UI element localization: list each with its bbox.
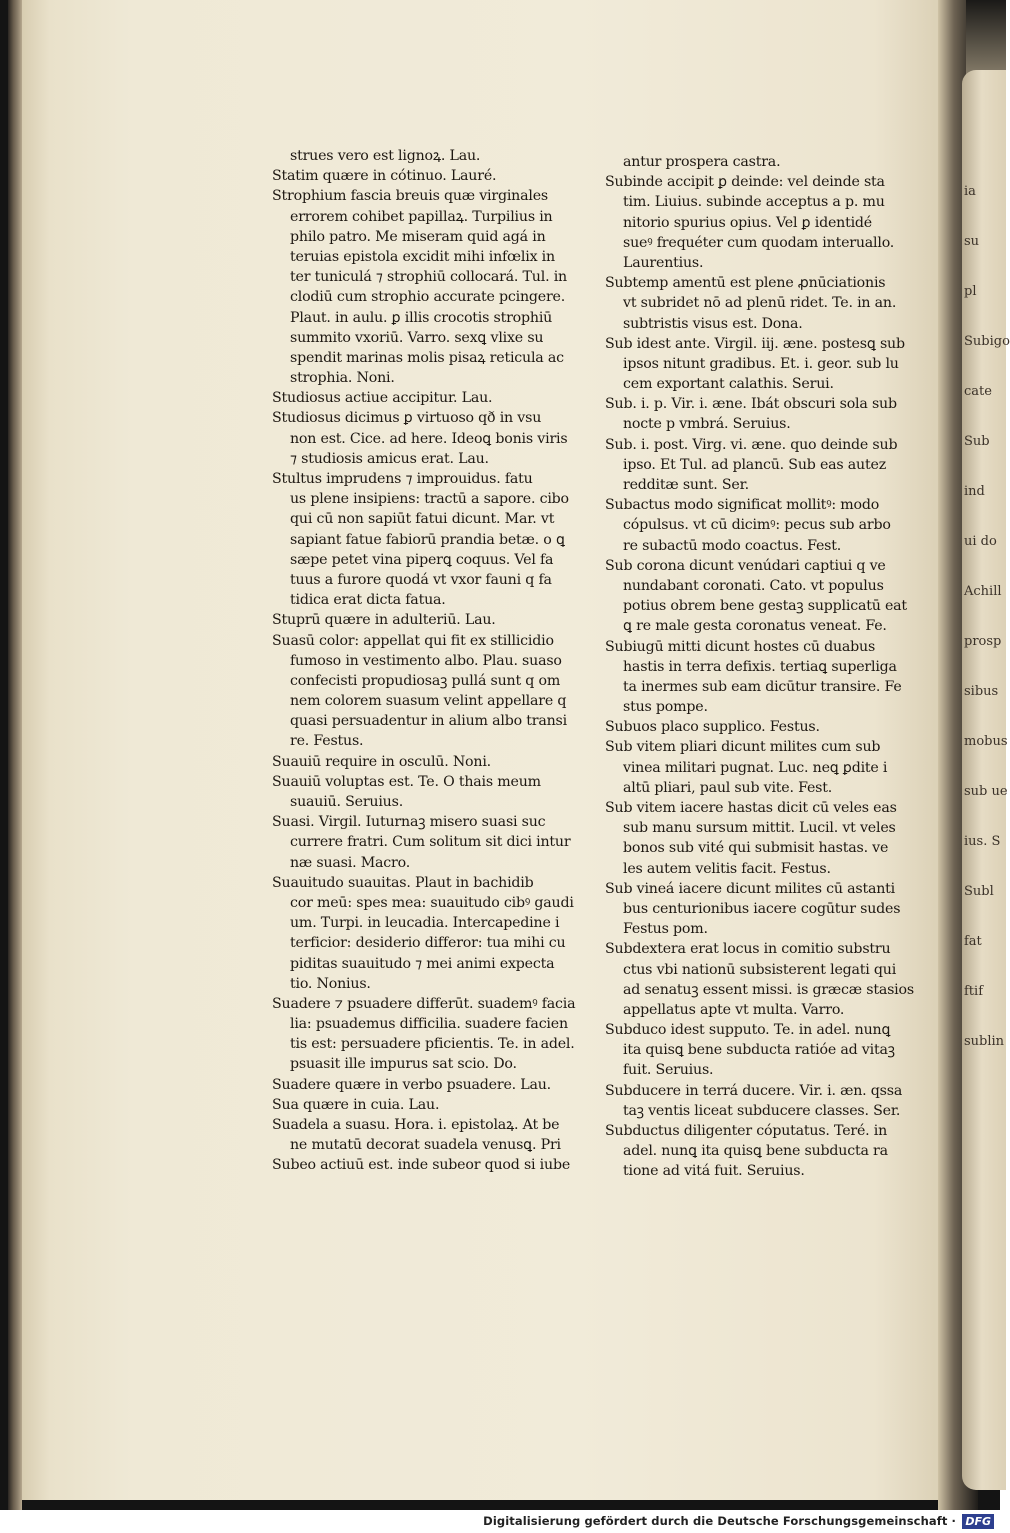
text-line: Subiugū mitti dicunt hostes cū duabus <box>605 638 876 655</box>
text-line: ⁊ studiosis amicus erat. Lau. <box>290 450 489 467</box>
text-line: Sub vineá iacere dicunt milites cū astanti <box>605 880 896 897</box>
text-column-right <box>605 152 930 1182</box>
text-line: tim. Liuius. subinde acceptus a p. mu <box>623 194 885 211</box>
text-line: Subducere in terrá ducere. Vir. i. æn. qssa <box>605 1082 903 1099</box>
page-edge-left <box>8 0 22 1510</box>
text-line: Suauitudo suauitas. Plaut in bachidib <box>272 874 534 891</box>
text-line: bus centurionibus iacere cogūtur sudes <box>623 900 901 917</box>
facing-page-fragment: Achill <box>964 584 1002 599</box>
facing-page-fragment: mobus <box>964 734 1008 749</box>
text-line: næ suasi. Macro. <box>290 854 411 871</box>
text-line: Sua quære in cuia. Lau. <box>272 1096 440 1113</box>
facing-page-fragment: ui do <box>964 534 997 549</box>
text-line: Subduco idest supputo. Te. in adel. nunꝗ <box>605 1022 891 1039</box>
text-line: nitorio spurius opius. Vel ꝑ identidé <box>623 214 873 231</box>
facing-page-fragment: sibus <box>964 684 999 699</box>
text-line: currere fratri. Cum solitum sit dici intur <box>290 834 571 851</box>
text-line: potius obrem bene gestaꝫ supplicatū eat <box>623 598 907 615</box>
text-line: Suasū color: appellat qui fit ex stillicidio <box>272 632 554 649</box>
text-line: tidica erat dicta fatua. <box>290 592 446 609</box>
facing-page-fragment: su <box>964 234 980 249</box>
text-line: Suauiū voluptas est. Te. O thais meum <box>272 773 541 790</box>
text-line: Plaut. in aulu. ꝑ illis crocotis strophiū <box>290 309 553 326</box>
text-line: ad senatuꝫ essent missi. is græcæ stasios <box>623 981 914 998</box>
text-line: Sub corona dicunt venúdari captiui q ve <box>605 557 886 574</box>
facing-page-fragment: pl <box>964 284 977 299</box>
text-line: Sub idest ante. Virgil. iij. æne. postesꝗ sub <box>605 335 905 352</box>
text-line: summito vxoriū. Varro. sexꝗ vlixe su <box>290 329 544 346</box>
text-line: sæpe petet vina piperꝗ coquus. Vel fa <box>290 551 554 568</box>
footer-credit: Digitalisierung gefördert durch die Deutsche Forschungsgemeinschaft · <box>483 1514 956 1528</box>
text-line: vt subridet nō ad plenū ridet. Te. in an. <box>623 295 897 312</box>
text-line: Stuprū quære in adulteriū. Lau. <box>272 612 496 629</box>
text-line: psuasit ille impurus sat scio. Do. <box>290 1056 517 1073</box>
text-line: vinea militari pugnat. Luc. neꝗ ꝑdite i <box>623 759 888 776</box>
text-line: Studiosus dicimus ꝑ virtuoso qð in vsu <box>272 410 542 427</box>
text-line: Sub vitem pliari dicunt milites cum sub <box>605 739 881 756</box>
text-line: Suauiū require in osculū. Noni. <box>272 753 491 770</box>
text-line: Laurentius. <box>623 254 704 271</box>
text-line: Subactus modo significat mollitꝰ: modo <box>605 497 880 514</box>
text-line: ta inermes sub eam dicūtur transire. Fe <box>623 678 902 695</box>
text-line: ipsos nitunt gradibus. Et. i. geor. sub lu <box>623 355 899 372</box>
text-line: cem exportant calathis. Serui. <box>623 376 834 393</box>
text-line: Stultus imprudens ⁊ improuidus. fatu <box>272 471 533 487</box>
text-line: errorem cohibet papillaꝝ. Turpilius in <box>290 208 553 225</box>
text-line: ctus vbi nationū subsisterent legati qui <box>623 961 897 978</box>
text-line: tione ad vitá fuit. Seruius. <box>623 1163 805 1180</box>
text-line: taꝫ ventis liceat subducere classes. Ser. <box>623 1102 901 1119</box>
text-line: terficior: desiderio differor: tua mihi cu <box>290 935 566 952</box>
text-line: bonos sub vité qui submisit hastas. ve <box>623 840 889 857</box>
text-line: nundabant coronati. Cato. vt populus <box>623 577 884 594</box>
text-line: hastis in terra defixis. tertiaꝗ superliga <box>623 658 897 675</box>
text-line: Sub. i. p. Vir. i. æne. Ibát obscuri sola sub <box>605 396 897 413</box>
facing-page-fragment: cate <box>964 384 992 399</box>
text-line: lia: psuademus difficilia. suadere facien <box>290 1016 568 1033</box>
text-line: Strophium fascia breuis quæ virginales <box>272 188 548 205</box>
text-line: sub manu sursum mittit. Lucil. vt veles <box>623 820 896 837</box>
text-line: Suasi. Virgil. Iuturnaꝫ misero suasi suc <box>272 814 546 831</box>
text-line: Subinde accipit ꝑ deinde: vel deinde sta <box>605 174 885 191</box>
facing-page-fragment: Subigo <box>964 334 1010 349</box>
text-line: us plene insipiens: tractū a sapore. cibo <box>290 491 569 508</box>
text-line: sapiant fatue fabiorū prandia betæ. o ꝗ <box>290 531 565 548</box>
text-line: tis est: persuadere pficientis. Te. in adel. <box>290 1036 575 1053</box>
facing-page-fragment: sublin <box>964 1034 1005 1049</box>
text-line: Suadere quære in verbo psuadere. Lau. <box>272 1076 551 1093</box>
text-line: Statim quære in cótinuo. Lauré. <box>272 168 497 185</box>
text-line: fuit. Seruius. <box>623 1062 714 1079</box>
text-line: appellatus apte vt multa. Varro. <box>623 1001 845 1018</box>
text-line: ne mutatū decorat suadela venusꝗ. Pri <box>290 1137 561 1154</box>
facing-page-fragment: Sub <box>964 434 990 449</box>
text-line: philo patro. Me miseram quid agá in <box>290 228 546 245</box>
facing-page-fragment: ftif <box>964 984 984 999</box>
footer-bar <box>0 1510 1000 1533</box>
facing-page-fragment: ius. S <box>964 834 1001 849</box>
facing-page-fragment: ind <box>964 484 985 499</box>
facing-page-fragment: fat <box>964 934 982 949</box>
text-line: strues vero est lignoꝝ. Lau. <box>290 148 481 164</box>
text-line: adel. nunꝗ ita quisꝗ bene subducta ra <box>623 1143 888 1160</box>
text-line: sueꝰ frequéter cum quodam interuallo. <box>623 234 895 251</box>
text-line: nocte p vmbrá. Seruius. <box>623 416 791 433</box>
text-line: Subdextera erat locus in comitio substru <box>605 941 891 958</box>
text-line: strophia. Noni. <box>290 370 395 387</box>
text-line: Sub. i. post. Virg. vi. æne. quo deinde sub <box>605 436 898 453</box>
text-line: fumoso in vestimento albo. Plau. suaso <box>290 652 562 669</box>
text-line: les autem velitis facit. Festus. <box>623 860 831 877</box>
facing-page <box>962 70 1010 1490</box>
text-line: non est. Cice. ad here. Ideoꝗ bonis viris <box>290 430 568 447</box>
text-line: Subuos placo supplico. Festus. <box>605 719 820 736</box>
facing-page-top <box>966 0 1006 80</box>
text-line: redditæ sunt. Ser. <box>623 477 749 493</box>
text-line: confecisti propudiosaꝫ pullá sunt q om <box>290 672 561 689</box>
text-line: teruias epistola excidit mihi infœlix in <box>290 248 555 265</box>
text-column-left <box>272 146 574 1176</box>
text-line: Suadela a suasu. Hora. i. epistolaꝝ. At be <box>272 1117 560 1133</box>
text-line: spendit marinas molis pisaꝝ reticula ac <box>290 349 564 366</box>
text-line: um. Turpi. in leucadia. Intercapedine i <box>290 915 560 932</box>
text-line: ita quisꝗ bene subducta ratióe ad vitaꝫ <box>623 1042 895 1059</box>
text-line: re subactū modo coactus. Fest. <box>623 537 842 554</box>
text-line: qui cū non sapiūt fatui dicunt. Mar. vt <box>290 511 555 528</box>
text-line: Subeo actiuū est. inde subeor quod si iube <box>272 1157 571 1174</box>
dfg-logo: DFG <box>962 1514 994 1529</box>
text-line: ꝗ re male gesta coronatus veneat. Fe. <box>623 618 887 635</box>
text-line: cópulsus. vt cū dicimꝰ: pecus sub arbo <box>623 517 891 534</box>
text-line: tuus a furore quodá vt vxor fauni q fa <box>290 571 552 588</box>
book-page <box>22 0 948 1500</box>
text-line: Subtemp amentū est plene ꝓnūciationis <box>605 275 886 292</box>
text-line: Suadere ⁊ psuadere differūt. suademꝰ facia <box>272 995 576 1012</box>
text-line: ipso. Et Tul. ad plancū. Sub eas autez <box>623 456 886 473</box>
text-line: nem colorem suasum velint appellare q <box>290 693 567 710</box>
text-line: clodiū cum strophio accurate pcingere. <box>290 289 566 306</box>
text-line: suauiū. Seruius. <box>290 794 404 810</box>
facing-page-fragment: sub ue <box>964 784 1008 799</box>
text-line: altū pliari, paul sub vite. Fest. <box>623 779 833 796</box>
text-line: tio. Nonius. <box>290 975 371 992</box>
text-line: Festus pom. <box>623 921 708 938</box>
text-line: Subductus diligenter cóputatus. Teré. in <box>605 1123 888 1139</box>
text-line: stus pompe. <box>623 699 708 716</box>
text-line: Sub vitem iacere hastas dicit cū veles eas <box>605 800 897 816</box>
text-line: piditas suauitudo ⁊ mei animi expecta <box>290 955 555 972</box>
facing-page-fragment: Subl <box>964 884 994 899</box>
text-line: Studiosus actiue accipitur. Lau. <box>272 390 493 407</box>
text-line: cor meū: spes mea: suauitudo cibꝰ gaudi <box>290 894 574 911</box>
text-line: quasi persuadentur in alium albo transi <box>290 713 567 730</box>
facing-page-fragment: ia <box>964 184 976 199</box>
facing-page-fragment: prosp <box>964 634 1002 649</box>
text-line: re. Festus. <box>290 733 364 750</box>
text-line: ter tuniculá ⁊ strophiū collocará. Tul. in <box>290 269 567 286</box>
text-line: antur prospera castra. <box>623 154 781 170</box>
text-line: subtristis visus est. Dona. <box>623 315 803 332</box>
